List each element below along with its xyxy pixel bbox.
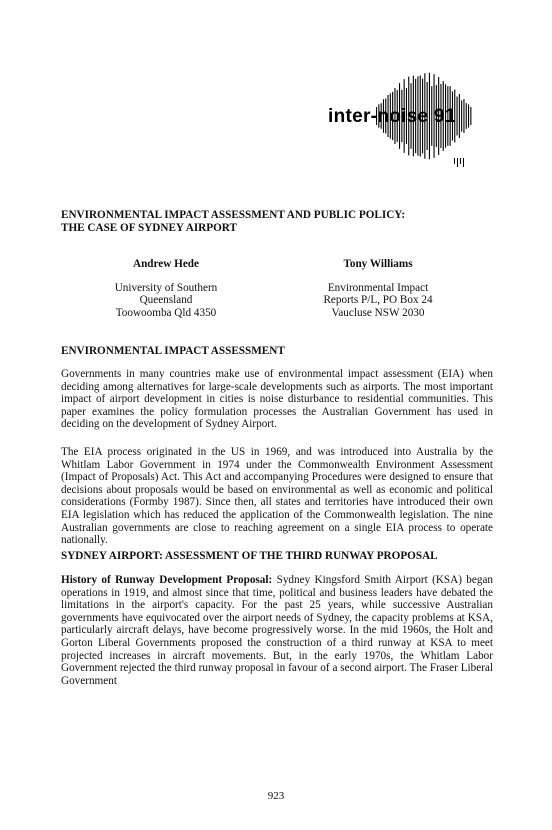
author-affiliation-line: Environmental Impact <box>327 281 429 294</box>
author-affiliation-line: Queensland <box>139 294 193 307</box>
paper-title-line-2: THE CASE OF SYDNEY AIRPORT <box>61 222 237 234</box>
sound-bar <box>463 99 464 133</box>
sound-bar <box>461 100 462 131</box>
conference-logo <box>318 58 478 168</box>
author-1 <box>91 258 241 319</box>
sound-bar <box>459 94 460 138</box>
author-affiliation-line: Reports P/L, PO Box 24 <box>323 294 433 307</box>
paragraph-runway-history <box>61 574 493 687</box>
author-affiliation-line: Toowoomba Qld 4350 <box>115 306 217 319</box>
sound-bar <box>470 107 471 125</box>
logo-text: inter-noise 91 <box>328 106 456 127</box>
paragraph-eia-history: The EIA process originated in the US in 1969, and was introduced into Australia by the Whitlam Labor Government in 1974 under the Commonwealth Environment Assessment (Impact of Proposals) Act. This Act and accompanying Procedures were designed to ensure that decisions about proposals would be based on environmental as well as economic and political considerations (Formby 1987). Since then, all states and territories have introduced their own EIA legislation which has reduced the application of the Commonwealth legislation. The nine Australian governments are close to reaching agreement on a single EIA process to operate nationally. <box>61 446 493 547</box>
author-name: Tony Williams <box>343 258 413 270</box>
author-2 <box>299 258 457 319</box>
paper-title <box>61 209 493 235</box>
author-affiliation-line: University of Southern <box>114 281 218 294</box>
author-affiliation-line: Vaucluse NSW 2030 <box>331 306 425 319</box>
paragraph-runway-text: Sydney Kingsford Smith Airport (KSA) began operations in 1919, and almost since that time, political and business leaders have debated the limitations in the airport's capacity. For the past 25 years, while successive Australian governments have equivocated over the airport needs of Sydney, the capacity problems at KSA, particularly aircraft delays, have become progressively worse. In the mid 1960s, the Holt and Gorton Liberal Governments proposed the construction of a third runway at KSA to meet projected increases in aircraft movements. But, in the early 1970s, the Whitlam Labor Government rejected the third runway proposal in favour of a second airport. The Fraser Liberal Government <box>61 574 494 687</box>
sound-bar-tail <box>463 158 464 167</box>
sound-bar <box>466 103 467 129</box>
sound-bar-tail <box>454 158 455 164</box>
sound-bar-tail <box>457 158 458 167</box>
author-name: Andrew Hede <box>133 258 199 270</box>
page-number: 923 <box>267 790 285 802</box>
sound-bar <box>468 104 469 127</box>
section-heading-third-runway: SYDNEY AIRPORT: ASSESSMENT OF THE THIRD RUNWAY PROPOSAL <box>61 550 438 562</box>
paper-title-line-1: ENVIRONMENTAL IMPACT ASSESSMENT AND PUBLIC POLICY: <box>61 209 406 221</box>
sound-bar-tail <box>460 158 461 164</box>
section-heading-eia: ENVIRONMENTAL IMPACT ASSESSMENT <box>61 345 285 357</box>
runin-heading: History of Runway Development Proposal: <box>61 574 273 586</box>
paragraph-eia-intro: Governments in many countries make use of environmental impact assessment (EIA) when deciding among alternatives for large-scale developments such as airports. The most important impact of airport development in cities is noise disturbance to residential communities. This paper examines the policy formulation processes the Australian Government has used in deciding on the development of Sydney Airport. <box>61 368 493 431</box>
sound-bar <box>457 97 458 136</box>
